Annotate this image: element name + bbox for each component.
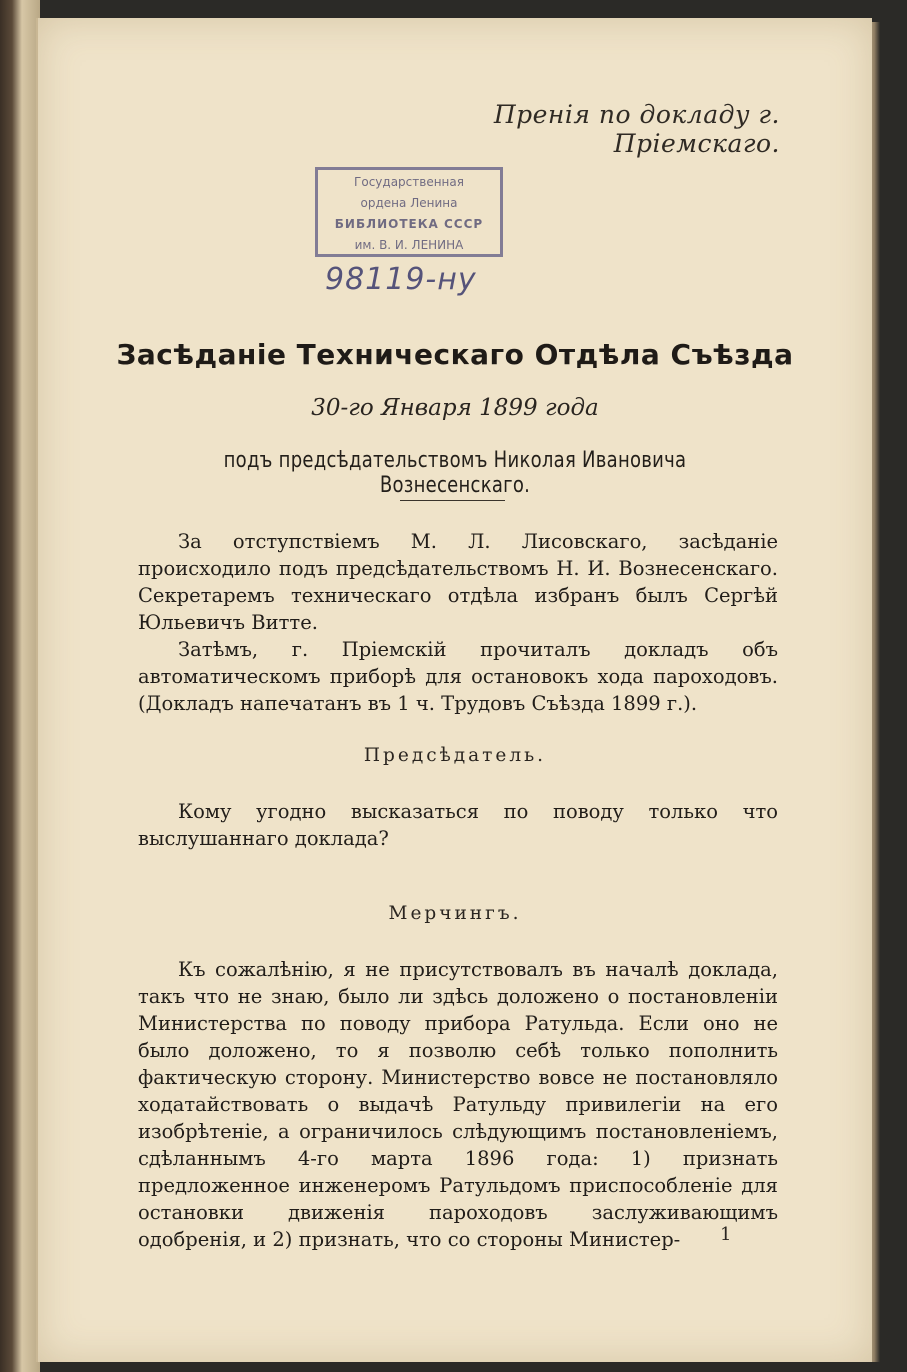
intro-text: [138, 528, 778, 717]
speech-paragraph: Кому угодно высказаться по поводу только что выслушаннаго доклада?: [138, 800, 778, 850]
page-number: 1: [720, 1224, 732, 1245]
speaker-chairman: Предсѣдатель.: [363, 745, 547, 766]
intro-paragraph: За отступствіемъ М. Л. Лисовскаго, засѣданіе происходило подъ предсѣдательствомъ Н. И. Вознесенскаго. Секретаремъ техническаго отдѣла избранъ былъ Сергѣй Юльевичъ Витте.: [138, 530, 778, 634]
stamp-line: БИБЛИОТЕКА СССР: [334, 217, 484, 231]
stamp-line: ордена Ленина: [360, 196, 458, 210]
running-head: Пренія по докладу г. Пріемскаго.: [493, 100, 780, 158]
stamp-line: Государственная: [354, 175, 464, 189]
book-spine: [0, 0, 40, 1372]
speech-paragraph: Къ сожалѣнію, я не присутствовалъ въ началѣ доклада, такъ что не знаю, было ли здѣсь доложено о постановленіи Министерства по поводу прибора Ратульда. Если оно не было доложено, то я позволю себѣ только пополнить фактическую сторону. Министерство вовсе не постановляло ходатайствовать о выдачѣ Ратульду привилегіи на его изобрѣтеніе, а ограничилось слѣдующимъ постановленіемъ, сдѣланнымъ 4-го марта 1896 года: 1) признать предложенное инженеромъ Ратульдомъ приспособленіе для остановки движенія пароходовъ заслуживающимъ одобренія, и 2) признать, что со стороны Министер-: [138, 958, 778, 1251]
merching-speech: [138, 956, 778, 1253]
library-stamp: [315, 167, 503, 257]
separator-rule: [400, 500, 505, 501]
chairman-speech: [138, 798, 778, 852]
session-title: Засѣданіе Техническаго Отдѣла Съѣзда: [116, 338, 794, 371]
speaker-merching: Мерчингъ.: [388, 903, 522, 924]
intro-paragraph: Затѣмъ, г. Пріемскій прочиталъ докладъ объ автоматическомъ приборѣ для остановокъ хода пароходовъ. (Докладъ напечатанъ въ 1 ч. Трудовъ Съѣзда 1899 г.).: [138, 638, 778, 715]
chairman-line: подъ предсѣдательствомъ Николая Ивановича Вознесенскаго.: [223, 448, 687, 498]
stamp-line: им. В. И. ЛЕНИНА: [354, 238, 464, 252]
call-number: 98119-ну: [325, 262, 477, 297]
session-date: 30-го Января 1899 года: [311, 395, 599, 421]
